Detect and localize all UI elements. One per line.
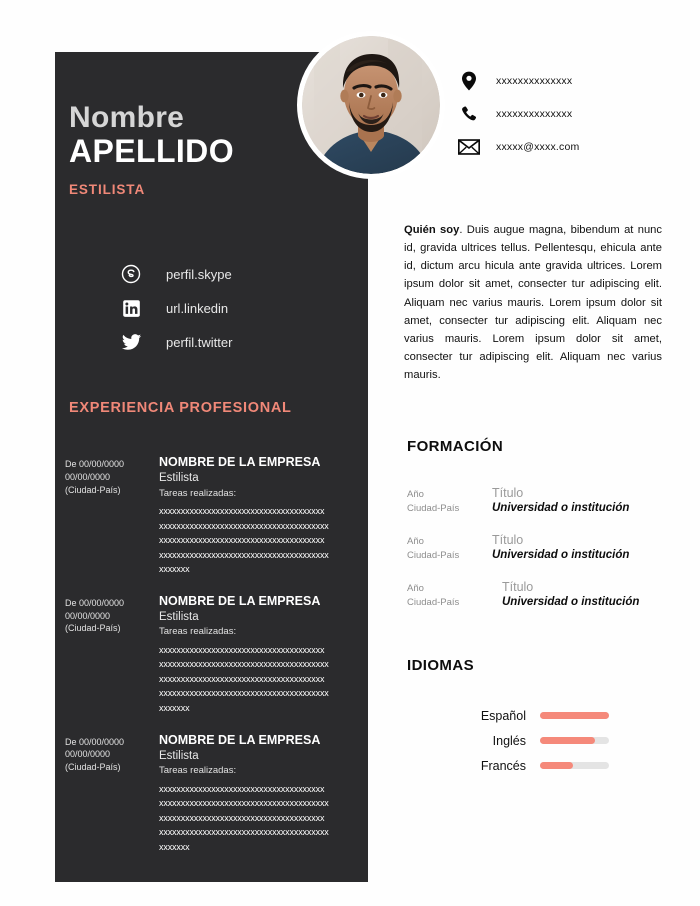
task-line: xxxxxxxxxxxxxxxxxxxxxxxxxxxxxxxxxxxxxxx [159,520,329,531]
education-school: Universidad o institución [502,596,640,608]
language-item-frances [404,753,669,778]
twitter-icon [120,331,142,353]
education-item [407,486,667,517]
about-lead: Quién soy [404,224,460,236]
experience-item-body [155,594,365,716]
envelope-icon [458,139,480,155]
task-line: xxxxxxxxxxxxxxxxxxxxxxxxxxxxxxxxxxxxxx [159,505,325,516]
task-line: xxxxxxxxxxxxxxxxxxxxxxxxxxxxxxxxxxxxxxx [159,798,329,809]
task-line: xxxxxxx [159,841,190,852]
language-level-track [540,712,609,719]
contact-item-address [458,64,668,97]
date-from: De 00/00/0000 [65,597,125,608]
job-location: (Ciudad-País) [65,484,121,495]
language-item-ingles [404,728,669,753]
education-item-meta [407,580,492,611]
experience-item-dates [65,455,155,577]
task-line: xxxxxxxxxxxxxxxxxxxxxxxxxxxxxxxxxxxxxxx [159,827,329,838]
language-level-track [540,762,609,769]
task-line: xxxxxxxxxxxxxxxxxxxxxxxxxxxxxxxxxxxxxx [159,812,325,823]
education-item-meta [407,486,492,517]
languages-list [404,703,669,778]
avatar [297,31,445,179]
social-links-list [120,257,350,359]
education-list [407,486,667,627]
education-item [407,580,667,611]
task-line: xxxxxxxxxxxxxxxxxxxxxxxxxxxxxxxxxxxxxx [159,535,325,546]
education-item-body [492,580,667,611]
education-item-meta [407,533,492,564]
contact-item-text: xxxxxxxxxxxxxx [496,107,573,120]
social-item-label: perfil.skype [166,266,232,282]
name-block [69,102,309,197]
education-year: Año [407,535,424,547]
social-item-label: perfil.twitter [166,334,233,350]
education-item-body [492,486,667,517]
job-title: ESTILISTA [69,181,146,197]
education-title: Título [492,486,524,500]
social-item-twitter[interactable] [120,325,350,359]
education-heading: FORMACIÓN [407,438,504,455]
language-level-fill [540,737,595,744]
company-name: NOMBRE DE LA EMPRESA [159,593,321,608]
company-name: NOMBRE DE LA EMPRESA [159,455,321,469]
education-year: Año [407,489,424,500]
about-paragraph [404,221,662,384]
experience-item [65,594,365,716]
avatar-image [302,36,440,174]
contact-item-text: xxxxxxxxxxxxxx [496,74,573,87]
phone-icon [458,105,480,123]
task-line: xxxxxxxxxxxxxxxxxxxxxxxxxxxxxxxxxxxxxxx [159,549,329,560]
tasks-label: Tareas realizadas: [159,765,237,777]
last-name: APELLIDO [69,133,234,170]
company-name: NOMBRE DE LA EMPRESA [159,732,321,747]
skype-icon [120,263,142,285]
social-item-skype[interactable] [120,257,350,291]
experience-item-dates [65,733,155,855]
language-label: Español [480,708,526,723]
experience-item-dates [65,594,155,716]
task-line: xxxxxxxxxxxxxxxxxxxxxxxxxxxxxxxxxxxxxx [159,673,325,684]
education-title: Título [502,579,534,594]
language-label: Francés [480,758,526,773]
education-location: Ciudad-País [407,597,460,609]
contact-item-phone [458,97,668,130]
task-line: xxxxxxxxxxxxxxxxxxxxxxxxxxxxxxxxxxxxxx [159,644,325,655]
language-level-track [540,737,609,744]
about-body: . Duis augue magna, bibendum at nunc id, gravida ultrices tellus. Pellentesqu, ehicula ante id, dictum arcu hicula ante gravida ultrices. Lorem ipsum dolor sit amet, consecter tur adipiscing elit. Aliquam nec varius mauris. Lorem ipsum dolor sit amet, consecter tur adipiscing elit. Aliquam nec varius mauris. Lorem ipsum dolor sit amet, consecter tur adipiscing elit. Aliquam nec varius mauris. [404,224,662,382]
tasks-label: Tareas realizadas: [159,626,237,638]
education-year: Año [407,582,424,594]
education-location: Ciudad-País [407,550,460,562]
language-item-espanol [404,703,669,728]
education-title: Título [492,532,524,547]
experience-heading: EXPERIENCIA PROFESIONAL [69,400,292,416]
sidebar-panel [55,52,368,882]
contact-list [458,64,668,163]
linkedin-icon [120,297,142,319]
education-item-body [492,533,667,564]
contact-item-text: xxxxx@xxxx.com [496,140,580,153]
social-item-label: url.linkedin [166,300,229,316]
tasks-label: Tareas realizadas: [159,487,237,499]
job-location: (Ciudad-País) [65,623,121,634]
task-line: xxxxxxxxxxxxxxxxxxxxxxxxxxxxxxxxxxxxxxx [159,659,329,670]
contact-item-email [458,130,668,163]
language-level-fill [540,762,573,769]
date-to: 00/00/0000 [65,749,111,760]
education-school: Universidad o institución [492,549,630,562]
social-item-linkedin[interactable] [120,291,350,325]
task-line: xxxxxxxxxxxxxxxxxxxxxxxxxxxxxxxxxxxxxxx [159,688,329,699]
job-role: Estilista [159,610,199,623]
task-line: xxxxxxxxxxxxxxxxxxxxxxxxxxxxxxxxxxxxxx [159,783,325,794]
task-line: xxxxxxx [159,703,190,714]
job-role: Estilista [159,749,199,762]
date-from: De 00/00/0000 [65,459,125,469]
education-school: Universidad o institución [492,502,630,515]
date-to: 00/00/0000 [65,471,111,482]
date-to: 00/00/0000 [65,610,111,621]
experience-item-body [155,455,365,577]
experience-item [65,455,365,577]
experience-item-body [155,733,365,855]
task-line: xxxxxxx [159,564,190,575]
language-label: Inglés [492,733,526,748]
job-role: Estilista [159,472,199,484]
language-level-fill [540,712,609,719]
languages-heading: IDIOMAS [407,657,474,674]
experience-item [65,733,365,855]
education-location: Ciudad-País [407,503,460,515]
first-name: Nombre [69,101,185,134]
education-item [407,533,667,564]
date-from: De 00/00/0000 [65,736,125,747]
experience-list [65,455,365,871]
job-location: (Ciudad-País) [65,762,121,773]
location-pin-icon [458,71,480,91]
